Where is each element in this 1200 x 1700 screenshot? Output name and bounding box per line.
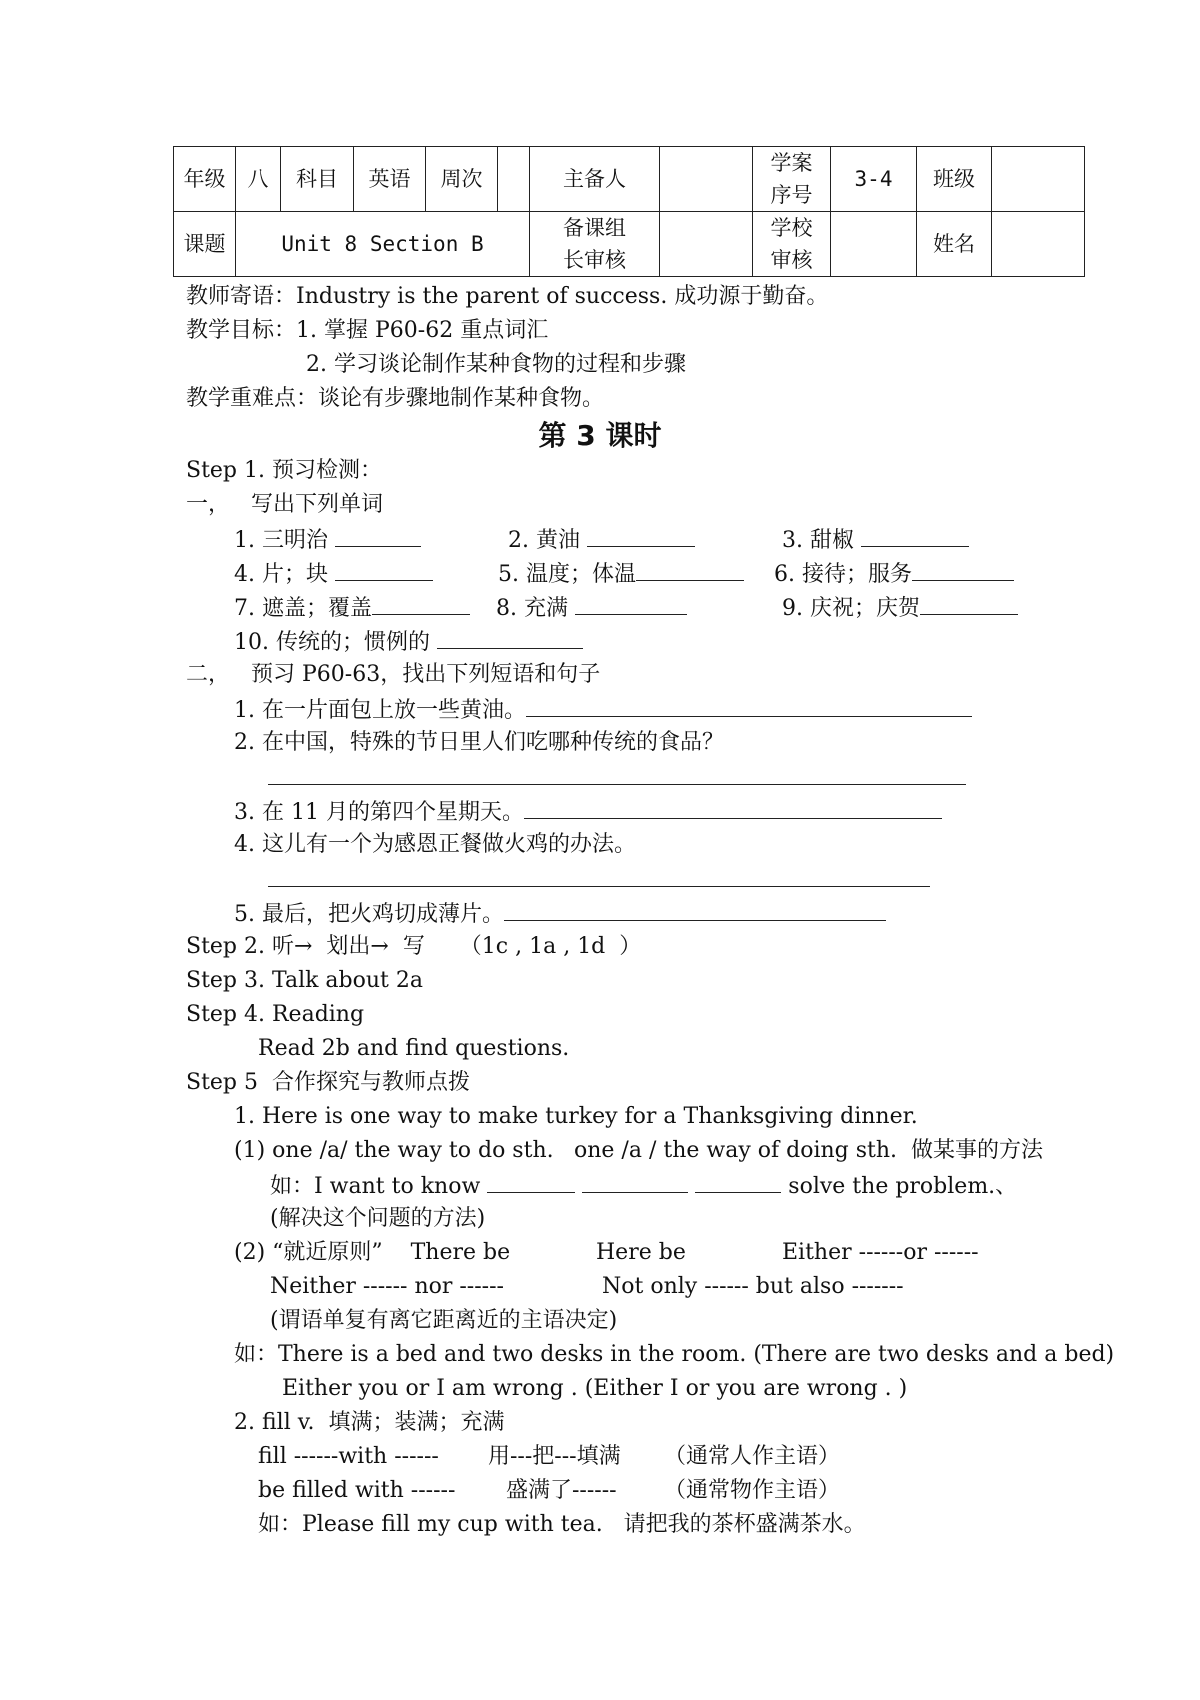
answer-blank[interactable] [582, 1170, 688, 1193]
key-point: 教学重难点：谈论有步骤地制作某种食物。 [186, 386, 605, 411]
preparer-label: 主备人 [530, 147, 660, 212]
step5-item1-2d: Neither ------ nor ------ [270, 1274, 504, 1299]
teaching-goal-2: 2. 学习谈论制作某种食物的过程和步骤 [306, 352, 686, 377]
word-item: 2. 黄油 [508, 524, 695, 556]
word-item: 6. 接待；服务 [774, 558, 1014, 590]
week-label: 周次 [426, 147, 498, 212]
answer-blank[interactable] [335, 558, 433, 581]
class-value-cell[interactable] [992, 147, 1085, 212]
step5-item1-2b: Here be [596, 1240, 686, 1265]
phrase-item: 1. 在一片面包上放一些黄油。 [234, 694, 972, 726]
word-item: 10. 传统的；惯例的 [234, 626, 583, 658]
filled-with: be filled with ------ [258, 1478, 456, 1503]
group-leader-value-cell[interactable] [660, 212, 753, 277]
fill-with-note: （通常人作主语） [664, 1444, 841, 1469]
step5-item1-2f: (谓语单复有离它距离近的主语决定) [270, 1308, 618, 1333]
example-4: 如：Please fill my cup with tea. 请把我的茶杯盛满茶水。 [258, 1512, 866, 1537]
answer-blank[interactable] [912, 558, 1014, 581]
step3-line: Step 3. Talk about 2a [186, 968, 423, 993]
preparer-value-cell[interactable] [660, 147, 753, 212]
answer-blank[interactable] [372, 592, 470, 615]
fill-with: fill ------with ------ [258, 1444, 439, 1469]
word-item: 7. 遮盖；覆盖 [234, 592, 470, 624]
word-item: 5. 温度；体温 [498, 558, 744, 590]
answer-blank[interactable] [636, 558, 744, 581]
example-1-chinese: (解决这个问题的方法) [270, 1206, 486, 1231]
answer-blank[interactable] [861, 524, 969, 547]
step4-heading: Step 4. Reading [186, 1002, 365, 1027]
answer-blank[interactable] [487, 1170, 575, 1193]
lesson-title: 第 3 课时 [538, 419, 662, 452]
class-label: 班级 [917, 147, 992, 212]
phrase-item: 4. 这儿有一个为感恩正餐做火鸡的办法。 [234, 832, 636, 857]
answer-blank[interactable] [526, 694, 972, 717]
step5-item1: 1. Here is one way to make turkey for a Thanksgiving dinner. [234, 1104, 918, 1129]
word-item: 9. 庆祝；庆贺 [782, 592, 1018, 624]
example-2: 如：There is a bed and two desks in the room. (There are two desks and a bed) [234, 1342, 1115, 1367]
name-label: 姓名 [917, 212, 992, 277]
example-3: Either you or I am wrong . (Either I or you are wrong . ) [282, 1376, 908, 1401]
example-1: 如：I want to know solve the problem.、 [270, 1170, 1017, 1202]
topic-value: Unit 8 Section B [236, 212, 530, 277]
school-review-label: 学校 审核 [753, 212, 831, 277]
answer-blank[interactable] [268, 864, 930, 887]
group-leader-label: 备课组 长审核 [530, 212, 660, 277]
topic-label: 课题 [174, 212, 236, 277]
word-item: 8. 充满 [496, 592, 687, 624]
step5-item1-1a: (1) one /a/ the way to do sth. [234, 1138, 554, 1163]
step5-item1-1b: one /a / the way of doing sth. 做某事的方法 [574, 1138, 1044, 1163]
step5-item1-2c: Either ------or ------ [782, 1240, 979, 1265]
step1-part1-heading: 一， 写出下列单词 [186, 492, 383, 517]
answer-blank[interactable] [575, 592, 687, 615]
step5-item2: 2. fill v. 填满；装满；充满 [234, 1410, 505, 1435]
case-number-label: 学案 序号 [753, 147, 831, 212]
teacher-words: 教师寄语：Industry is the parent of success. 成功源于勤奋。 [186, 284, 829, 309]
grade-label: 年级 [174, 147, 236, 212]
phrase-item: 5. 最后，把火鸡切成薄片。 [234, 898, 886, 930]
case-number-value: 3-4 [831, 147, 917, 212]
subject-label: 科目 [281, 147, 354, 212]
answer-blank[interactable] [437, 626, 583, 649]
subject-value: 英语 [354, 147, 426, 212]
name-value-cell[interactable] [992, 212, 1085, 277]
phrase-answer-line [268, 864, 930, 896]
answer-blank[interactable] [504, 898, 886, 921]
step4-task: Read 2b and find questions. [258, 1036, 570, 1061]
answer-blank[interactable] [587, 524, 695, 547]
header-table [173, 146, 1085, 277]
week-value-cell[interactable] [498, 147, 530, 212]
filled-with-note: （通常物作主语） [664, 1478, 841, 1503]
phrase-item: 3. 在 11 月的第四个星期天。 [234, 796, 942, 828]
teaching-goal-1: 教学目标：1. 掌握 P60-62 重点词汇 [186, 318, 549, 343]
answer-blank[interactable] [268, 762, 966, 785]
answer-blank[interactable] [920, 592, 1018, 615]
step1-heading: Step 1. 预习检测： [186, 458, 382, 483]
step5-heading: Step 5 合作探究与教师点拨 [186, 1070, 470, 1095]
step5-item1-2e: Not only ------ but also ------- [602, 1274, 904, 1299]
phrase-answer-line [268, 762, 966, 794]
step2-line: Step 2. 听→ 划出→ 写 （1c , 1a , 1d ） [186, 934, 642, 959]
phrase-item: 2. 在中国，特殊的节日里人们吃哪种传统的食品？ [234, 730, 724, 755]
grade-value: 八 [236, 147, 281, 212]
step1-part2-heading: 二， 预习 P60-63，找出下列短语和句子 [186, 662, 601, 687]
answer-blank[interactable] [335, 524, 421, 547]
step5-item1-2a: (2) “就近原则” There be [234, 1240, 511, 1265]
school-review-value-cell[interactable] [831, 212, 917, 277]
answer-blank[interactable] [524, 796, 942, 819]
fill-with-chinese: 用---把---填满 [488, 1444, 621, 1469]
word-item: 3. 甜椒 [782, 524, 969, 556]
word-item: 1. 三明治 [234, 524, 421, 556]
answer-blank[interactable] [695, 1170, 781, 1193]
word-item: 4. 片；块 [234, 558, 433, 590]
filled-with-chinese: 盛满了------ [506, 1478, 617, 1503]
